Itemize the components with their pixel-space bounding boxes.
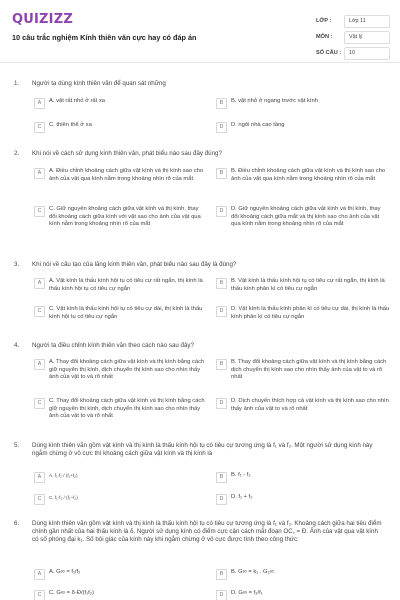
meta-value-count: 10 bbox=[344, 47, 390, 60]
option-letter: B bbox=[216, 278, 227, 289]
option-letter: C bbox=[34, 590, 45, 600]
question-text: Dùng kính thiên văn gồm vật kính và thị kính là thấu kính hội tụ có tiêu cự tương ứng là f₁ và f₂. Một người sử dụng kính này ngắm chừng ở vô cực thì khoảng cách giữa vật kính và thị kính là bbox=[32, 442, 373, 458]
meta-value-subject: Vật lý bbox=[344, 31, 390, 44]
option-b[interactable] bbox=[216, 278, 392, 293]
option-letter: C bbox=[34, 306, 45, 317]
option-letter: D bbox=[216, 590, 227, 600]
option-text: B. f₁ - f₂ bbox=[231, 472, 251, 478]
option-a[interactable] bbox=[34, 168, 204, 183]
question-text: Khi nói về cấu tạo của lăng kính thiên văn, phát biểu nào sau đây là đúng? bbox=[32, 261, 237, 268]
option-text: D. Vật kính là thấu kính phân kì có tiêu cự dài, thị kính là thấu kính phân kì có tiêu cự ngắn bbox=[231, 306, 390, 320]
option-a[interactable] bbox=[34, 569, 204, 580]
option-b[interactable] bbox=[216, 168, 386, 183]
option-c[interactable] bbox=[34, 206, 204, 229]
question-number: 5. bbox=[14, 442, 20, 449]
worksheet-header bbox=[0, 0, 400, 63]
meta-row-count bbox=[316, 45, 390, 61]
option-text: B. G∞ = k₁ . G₂∞ bbox=[231, 569, 274, 575]
question-number: 6. bbox=[14, 520, 20, 527]
option-text: C. thiên thể ở xa bbox=[49, 122, 92, 128]
option-text: C. f₁·f₂ / (f₁−f₂) bbox=[49, 495, 78, 500]
option-text: C. Giữ nguyên khoảng cách giữa vật kính và thị kính, thay đổi khoảng cách giữa kính với vật sao cho ảnh của vật qua kính nằm trong khoảng nhìn rõ của mắt bbox=[49, 206, 201, 228]
question-number: 3. bbox=[14, 261, 20, 268]
option-text: B. Điều chỉnh khoảng cách giữa vật kính và thị kính sao cho ảnh của vật qua kính nằm trong khoảng nhìn rõ của mắt bbox=[231, 168, 386, 182]
option-letter: D bbox=[216, 206, 227, 217]
meta-label: LỚP : bbox=[316, 18, 332, 24]
option-text: C. Vật kính là thấu kính hội tụ có tiêu cự dài, thị kính là thấu kính hội tụ có tiêu cự ngắn bbox=[49, 306, 203, 320]
option-b[interactable] bbox=[216, 359, 392, 382]
page-title: 10 câu trắc nghiệm Kính thiên văn cực hay có đáp án bbox=[12, 33, 197, 42]
option-a[interactable] bbox=[34, 278, 210, 293]
question-text: Người ta điều chỉnh kính thiên văn theo cách nào sau đây? bbox=[32, 342, 194, 349]
option-letter: A bbox=[34, 98, 45, 109]
option-letter: B bbox=[216, 168, 227, 179]
meta-value-class: Lớp 11 bbox=[344, 15, 390, 28]
question-text: Người ta dùng kính thiên văn để quan sát những bbox=[32, 80, 166, 87]
option-text: A. Vật kính là thấu kính hội tụ có tiêu cự rất ngắn, thị kính là thấu kính hội tụ có tiêu cự ngắn bbox=[49, 278, 203, 292]
option-letter: B bbox=[216, 359, 227, 370]
option-text: D. G∞ = f₂/f₁ bbox=[231, 590, 263, 596]
question-text: Khi nói về cách sử dụng kính thiên văn, phát biểu nào sau đây đúng? bbox=[32, 150, 222, 157]
option-letter: B bbox=[216, 569, 227, 580]
option-d[interactable] bbox=[216, 122, 386, 133]
question-number: 4. bbox=[14, 342, 20, 349]
option-letter: A bbox=[34, 472, 45, 483]
option-letter: A bbox=[34, 569, 45, 580]
option-d[interactable] bbox=[216, 306, 392, 321]
option-text: B. Vật kính là thấu kính hội tụ có tiêu cự rất ngắn, thị kính là thấu kính phân kì có tiêu cự ngắn bbox=[231, 278, 385, 292]
option-text: B. Thay đổi khoảng cách giữa vật kính và thị kính bằng cách dịch chuyển thị kính sao cho nhìn thấy ảnh của vật to và rõ nhất bbox=[231, 359, 387, 381]
option-letter: D bbox=[216, 398, 227, 409]
option-letter: A bbox=[34, 168, 45, 179]
option-letter: C bbox=[34, 206, 45, 217]
option-text: A. Thay đổi khoảng cách giữa vật kính và thị kính bằng cách giữ nguyên thị kính, dịch chuyển thị kính sao cho nhìn thấy ảnh của vật to và rõ nhất bbox=[49, 359, 205, 381]
option-text: C. Thay đổi khoảng cách giữa vật kính và thị kính bằng cách giữ nguyên thị kính, dịch chuyển thị kính sao cho nhìn thấy ảnh của vật to và rõ nhất bbox=[49, 398, 205, 420]
option-text: D. Giữ nguyên khoảng cách giữa vật kính và thị kính, thay đổi khoảng cách giữa mắt và thị kính sao cho ảnh của vật qua kính nằm trong khoảng nhìn rõ của mắt bbox=[231, 206, 381, 228]
option-letter: B bbox=[216, 472, 227, 483]
option-text: D. f₁ + f₂ bbox=[231, 494, 253, 500]
option-letter: A bbox=[34, 278, 45, 289]
option-b[interactable] bbox=[216, 98, 386, 109]
option-c[interactable] bbox=[34, 590, 204, 600]
option-letter: C bbox=[34, 122, 45, 133]
option-text: B. vật nhỏ ở ngang trước vật kính bbox=[231, 98, 318, 104]
option-b[interactable] bbox=[216, 569, 386, 580]
meta-label: MÔN : bbox=[316, 34, 333, 40]
option-c[interactable] bbox=[34, 494, 204, 505]
option-letter: C bbox=[34, 398, 45, 409]
option-c[interactable] bbox=[34, 398, 210, 421]
option-d[interactable] bbox=[216, 398, 392, 413]
question-number: 1. bbox=[14, 80, 20, 87]
option-d[interactable] bbox=[216, 590, 386, 600]
option-text: A. G∞ = f₁/f₂ bbox=[49, 569, 81, 575]
option-text: D. Dịch chuyển thích hợp cả vật kính và thị kính sao cho nhìn thấy ảnh của vật to và rõ nhất bbox=[231, 398, 389, 412]
option-text: A. f₁·f₂ / (f₁+f₂) bbox=[49, 473, 78, 478]
meta-row-class bbox=[316, 13, 390, 29]
option-letter: D bbox=[216, 306, 227, 317]
option-text: A. vật rất nhỏ ở rất xa bbox=[49, 98, 105, 104]
option-c[interactable] bbox=[34, 306, 210, 321]
option-text: A. Điều chỉnh khoảng cách giữa vật kính và thị kính sao cho ảnh của vật qua kính nằm trong khoảng nhìn rõ của mắt bbox=[49, 168, 204, 182]
option-letter: C bbox=[34, 494, 45, 505]
quizizz-logo: QUIZIZZ bbox=[12, 12, 73, 27]
meta-label: SỐ CÂU : bbox=[316, 50, 342, 56]
option-c[interactable] bbox=[34, 122, 204, 133]
option-b[interactable] bbox=[216, 472, 386, 483]
option-a[interactable] bbox=[34, 359, 210, 382]
question-text: Dùng kính thiên văn gồm vật kính và thị kính là thấu kính hội tụ có tiêu cự tương ứng là f₁ và f₂. Khoảng cách giữa hai tiêu điểm chính gần nhất của hai thấu kính là δ. Người sử dụng kính có điểm cực cận cách mắt đoạn OC꜀ = Đ. Ảnh của vật qua vật kính có số phóng đại k₁. Số bội giác của kính này khi ngắm chừng ở vô cực được tính theo công thức: bbox=[32, 520, 382, 544]
option-d[interactable] bbox=[216, 494, 386, 505]
meta-panel bbox=[316, 13, 390, 61]
option-d[interactable] bbox=[216, 206, 386, 229]
option-letter: A bbox=[34, 359, 45, 370]
meta-row-subject bbox=[316, 29, 390, 45]
option-letter: D bbox=[216, 494, 227, 505]
option-a[interactable] bbox=[34, 472, 204, 483]
option-letter: D bbox=[216, 122, 227, 133]
option-a[interactable] bbox=[34, 98, 204, 109]
question-number: 2. bbox=[14, 150, 20, 157]
option-text: D. ngôi nhà cao tầng bbox=[231, 122, 285, 128]
option-letter: B bbox=[216, 98, 227, 109]
option-text: C. G∞ = δ·Đ/(f₁f₂) bbox=[49, 590, 94, 596]
